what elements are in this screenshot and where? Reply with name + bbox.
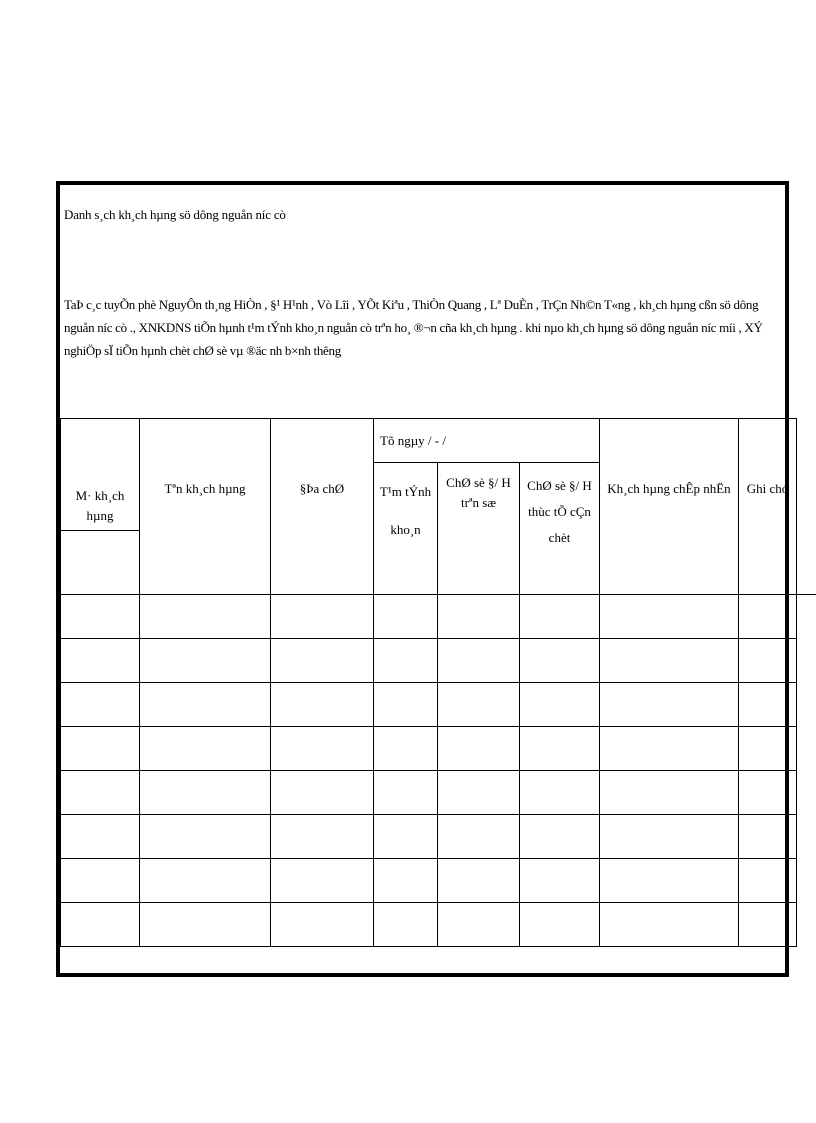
table-cell xyxy=(61,595,140,639)
header-ma-kh: M· kh¸ch hµng xyxy=(61,419,140,531)
table-cell xyxy=(271,859,374,903)
table-cell xyxy=(520,815,600,859)
table-cell xyxy=(140,639,271,683)
table-cell xyxy=(520,859,600,903)
table-cell xyxy=(739,639,797,683)
table-cell xyxy=(140,815,271,859)
table-cell xyxy=(438,639,520,683)
table-cell xyxy=(438,727,520,771)
table-cell xyxy=(520,639,600,683)
table-cell xyxy=(520,771,600,815)
table-cell xyxy=(739,683,797,727)
table-row xyxy=(61,683,797,727)
customer-table xyxy=(60,418,797,947)
header-chi-so-moi: ChØ sè §/ H trªn sæ xyxy=(438,463,520,595)
table-cell xyxy=(61,683,140,727)
table-cell xyxy=(61,859,140,903)
document-title: Danh s¸ch kh¸ch hµng sö dông nguån níc cò xyxy=(64,207,286,222)
table-cell xyxy=(374,727,438,771)
table-cell xyxy=(140,727,271,771)
table-cell xyxy=(140,771,271,815)
table-cell xyxy=(271,771,374,815)
table-cell xyxy=(374,683,438,727)
table-cell xyxy=(600,595,739,639)
table-cell xyxy=(520,595,600,639)
header-kh-chap-nhan: Kh¸ch hµng chÊp nhËn xyxy=(600,419,739,595)
table-cell xyxy=(438,903,520,947)
table-cell xyxy=(140,903,271,947)
header-chi-so-thuc: ChØ sè §/ H thùc tÕ cÇn chèt xyxy=(520,463,600,595)
table-cell xyxy=(600,683,739,727)
table-cell xyxy=(438,815,520,859)
table-cell xyxy=(520,683,600,727)
table-cell xyxy=(600,771,739,815)
table-cell xyxy=(61,903,140,947)
table-cell xyxy=(600,727,739,771)
table-cell xyxy=(600,859,739,903)
table-cell xyxy=(271,815,374,859)
table-cell xyxy=(61,815,140,859)
table-cell xyxy=(739,727,797,771)
table-cell xyxy=(140,683,271,727)
table-cell xyxy=(739,903,797,947)
table-cell xyxy=(374,771,438,815)
table-cell xyxy=(61,727,140,771)
table-cell xyxy=(739,815,797,859)
header-ghi-chu: Ghi chó xyxy=(739,419,797,595)
table-cell xyxy=(374,903,438,947)
table-cell xyxy=(140,595,271,639)
stray-line xyxy=(797,594,816,595)
document-paragraph: TaÞ c¸c tuyÕn phè NguyÔn th¸ng HiÒn , §¹ H¹nh , Vò Lîi , YÕt Kiªu , ThiÒn Quang , Lª DuÈn , TrÇn Nh©n T«ng , kh¸ch hµng cßn sö dông nguån níc cò ., XNKDNS tiÕn hµnh t¹m tÝnh kho¸n nguån cò trªn ho¸ ®¬n cña kh¸ch hµng . khi nµo kh¸ch hµng sö dông nguån níc míi , XÝ nghiÖp sÏ tiÕn hµnh chèt chØ sè vµ ®äc nh b×nh thêng xyxy=(64,297,763,358)
table-cell xyxy=(61,771,140,815)
table-cell xyxy=(271,683,374,727)
table-cell xyxy=(374,595,438,639)
table-cell xyxy=(438,595,520,639)
table-row xyxy=(61,903,797,947)
table-cell xyxy=(271,903,374,947)
table-cell xyxy=(438,859,520,903)
table-cell xyxy=(520,727,600,771)
table-cell xyxy=(374,815,438,859)
table-cell xyxy=(739,859,797,903)
header-date-range: Tõ ngµy / - / xyxy=(374,419,600,463)
table-row xyxy=(61,595,797,639)
header-tam-tinh: T¹m tÝnh kho¸n xyxy=(374,463,438,595)
table-cell xyxy=(600,639,739,683)
table-cell xyxy=(271,639,374,683)
table-cell xyxy=(739,595,797,639)
table-cell xyxy=(438,683,520,727)
table-cell xyxy=(520,903,600,947)
table-cell xyxy=(600,903,739,947)
header-ma-kh-blank xyxy=(61,531,140,595)
table-cell xyxy=(600,815,739,859)
table-cell xyxy=(739,771,797,815)
table-cell xyxy=(271,727,374,771)
table-row xyxy=(61,639,797,683)
table-cell xyxy=(438,771,520,815)
table-cell xyxy=(374,639,438,683)
table-row xyxy=(61,727,797,771)
table-row xyxy=(61,815,797,859)
table-row xyxy=(61,859,797,903)
table-cell xyxy=(140,859,271,903)
table-row xyxy=(61,771,797,815)
table-cell xyxy=(61,639,140,683)
table-cell xyxy=(374,859,438,903)
header-dia-chi: §Þa chØ xyxy=(271,419,374,595)
table-cell xyxy=(271,595,374,639)
header-ten-kh: Tªn kh¸ch hµng xyxy=(140,419,271,595)
